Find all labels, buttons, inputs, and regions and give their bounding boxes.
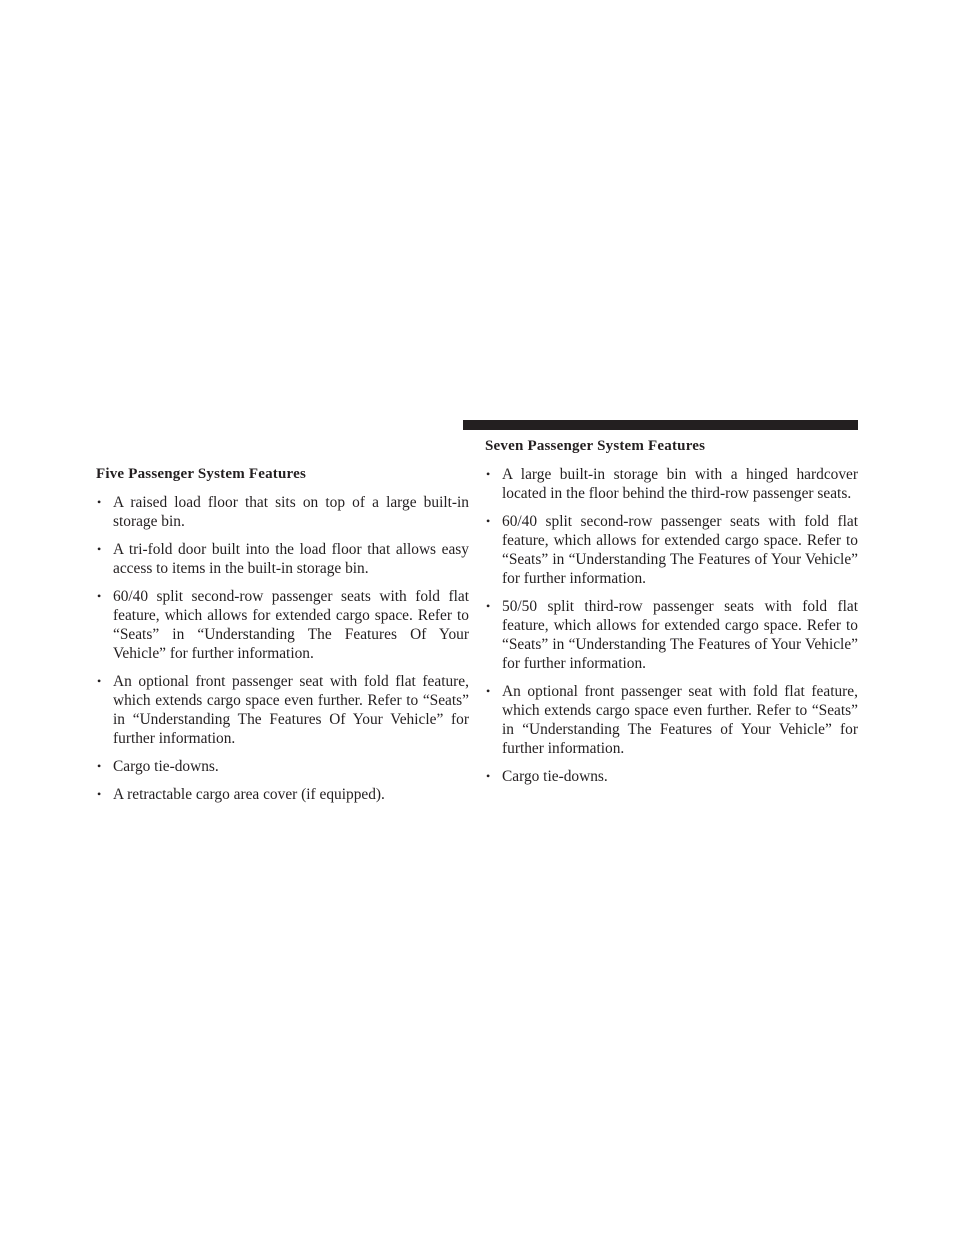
bullet-icon: • xyxy=(486,514,491,528)
list-item: • An optional front passenger seat with fold flat feature, which extends cargo space even further. Refer to “Seats” in “Understanding The Features Of Your Vehicle” for further information. xyxy=(97,673,469,747)
list-item: • A large built-in storage bin with a hinged hardcover located in the floor behind the third-row passenger seats. xyxy=(486,466,858,502)
bullet-icon: • xyxy=(486,467,491,481)
section-rule xyxy=(463,420,858,430)
left-column xyxy=(96,465,469,813)
right-column xyxy=(485,437,858,795)
bullet-icon: • xyxy=(97,674,102,688)
list-item: • 60/40 split second-row passenger seats with fold flat feature, which allows for extended cargo space. Refer to “Seats” in “Understanding The Features Of Your Vehicle” for further information. xyxy=(97,588,469,662)
list-item: • A raised load floor that sits on top of a large built-in storage bin. xyxy=(97,494,469,530)
bullet-icon: • xyxy=(97,589,102,603)
seven-passenger-list xyxy=(485,465,858,786)
list-item: • Cargo tie-downs. xyxy=(486,768,608,785)
bullet-icon: • xyxy=(97,787,102,801)
list-item: • 60/40 split second-row passenger seats with fold flat feature, which allows for extended cargo space. Refer to “Seats” in “Understanding The Features of Your Vehicle” for further information. xyxy=(486,513,858,587)
five-passenger-list xyxy=(96,493,469,804)
bullet-icon: • xyxy=(97,495,102,509)
bullet-icon: • xyxy=(486,769,491,783)
bullet-icon: • xyxy=(486,684,491,698)
five-passenger-heading: Five Passenger System Features xyxy=(96,466,306,482)
bullet-icon: • xyxy=(486,599,491,613)
list-item: • An optional front passenger seat with fold flat feature, which extends cargo space even further. Refer to “Seats” in “Understanding The Features of Your Vehicle” for further information. xyxy=(486,683,858,757)
seven-passenger-heading: Seven Passenger System Features xyxy=(485,438,706,454)
list-item: • Cargo tie-downs. xyxy=(97,758,219,775)
list-item: • 50/50 split third-row passenger seats with fold flat feature, which allows for extended cargo space. Refer to “Seats” in “Understanding The Features of Your Vehicle” for further information. xyxy=(486,598,858,672)
bullet-icon: • xyxy=(97,542,102,556)
list-item: • A tri-fold door built into the load floor that allows easy access to items in the built-in storage bin. xyxy=(97,541,469,577)
list-item: • A retractable cargo area cover (if equipped). xyxy=(97,786,385,803)
bullet-icon: • xyxy=(97,759,102,773)
